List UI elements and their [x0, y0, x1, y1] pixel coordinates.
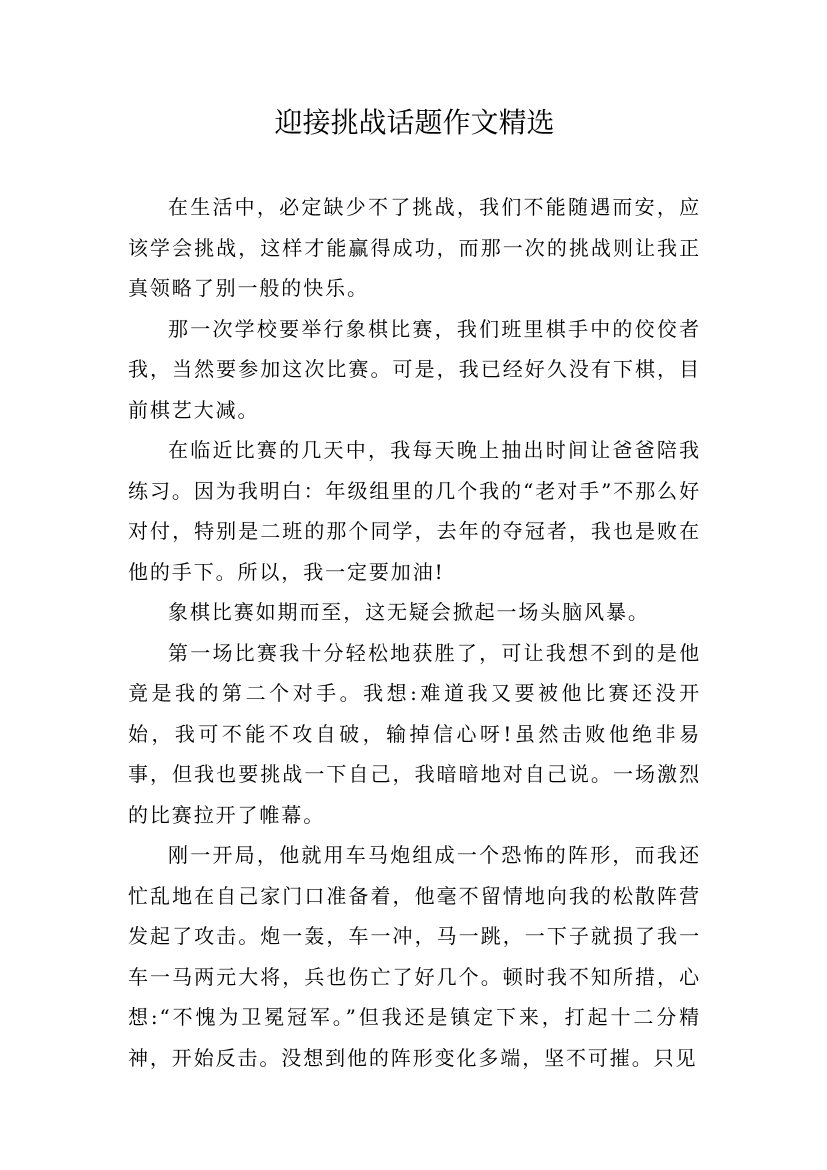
paragraph: 象棋比赛如期而至，这无疑会掀起一场头脑风暴。	[168, 600, 650, 624]
document-title: 迎接挑战话题作文精选	[274, 106, 555, 139]
paragraph: 刚一开局，他就用车马炮组成一个恐怖的阵形，而我还忙乱地在自己家门口准备着，他毫不留情地向我的松散阵营发起了攻击。炮一轰，车一冲，马一跳，一下子就损了我一车一马两元大将，兵也伤亡了好几个。顿时我不知所措，心想:“不愧为卫冕冠军。”但我还是镇定下来，打起十二分精神，开始反击。没想到他的阵形变化多端，坚不可摧。只见	[128, 843, 701, 1070]
paragraph: 在生活中，必定缺少不了挑战，我们不能随遇而安，应该学会挑战，这样才能赢得成功，而那一次的挑战则让我正真领略了别一般的快乐。	[128, 195, 701, 300]
paragraph: 第一场比赛我十分轻松地获胜了，可让我想不到的是他竟是我的第二个对手。我想:难道我又要被他比赛还没开始，我可不能不攻自破，输掉信心呀!虽然击败他绝非易事，但我也要挑战一下自己，我暗暗地对自己说。一场激烈的比赛拉开了帷幕。	[128, 640, 701, 827]
document-body	[128, 187, 701, 1078]
paragraph: 那一次学校要举行象棋比赛，我们班里棋手中的佼佼者我，当然要参加这次比赛。可是，我已经好久没有下棋，目前棋艺大减。	[128, 316, 701, 422]
paragraph: 在临近比赛的几天中，我每天晚上抽出时间让爸爸陪我练习。因为我明白：年级组里的几个我的“老对手”不那么好对付，特别是二班的那个同学，去年的夺冠者，我也是败在他的手下。所以，我一定要加油!	[128, 438, 701, 584]
